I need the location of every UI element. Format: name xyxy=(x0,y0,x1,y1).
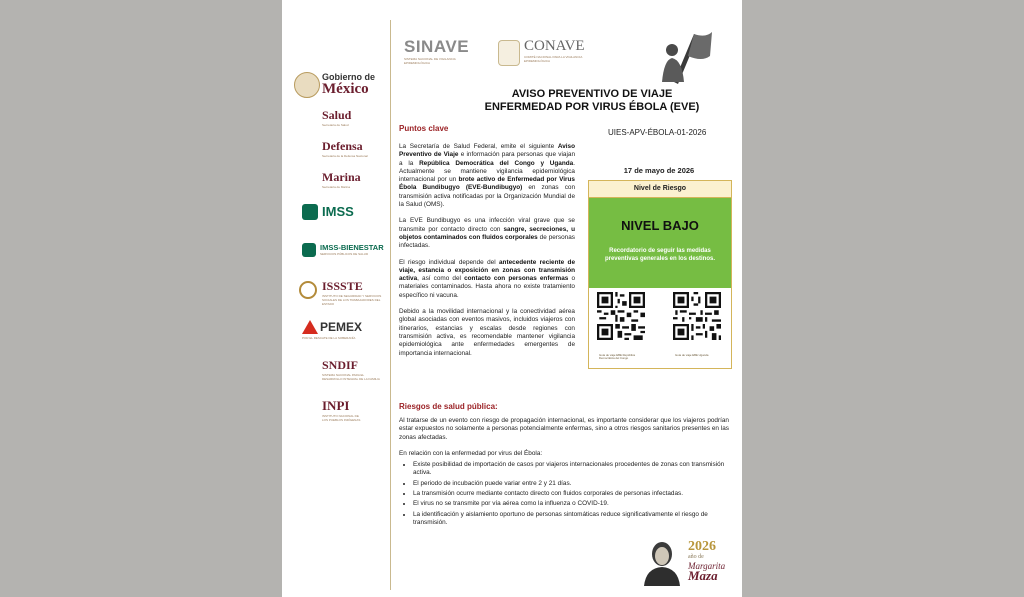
logo-sndif: SNDIF SISTEMA NACIONAL PARA EL DESARROLLO INTEGRAL DE LA FAMILIA xyxy=(322,358,380,381)
qr-codes-area xyxy=(588,288,732,369)
qr-code-congo[interactable] xyxy=(597,292,645,340)
key-points-paragraph-4: Debido a la movilidad internacional y la conectividad aérea global asociadas con eventos masivos, incluidos viajeros con itinerarios, estancias y escalas desde regiones con transmisión activa, es recomendable mantener vigilancia epidemiológica ante enfermedades emergentes de importancia internacional. xyxy=(399,308,575,357)
qr-uganda-caption: Guía de viaje EBE Uganda xyxy=(675,353,709,357)
risk-level-body xyxy=(589,198,731,290)
key-points-paragraph-3: El riesgo individual depende del antecedente reciente de viaje, estancia o exposición en zonas con transmisión activa, así como del contacto con personas enfermas o materiales contaminados. Hasta ahora no existe tratamiento específico ni vacuna. xyxy=(399,258,575,299)
list-item: • La transmisión ocurre mediante contacto directo con fluidos corporales de personas infectadas. xyxy=(413,490,729,498)
qr-code-uganda[interactable] xyxy=(673,292,721,340)
footer-year-badge: 2026 año de Margarita Maza xyxy=(688,539,726,583)
key-points-heading: Puntos clave xyxy=(399,124,449,133)
document-page xyxy=(282,0,742,597)
margarita-maza-portrait xyxy=(640,538,684,586)
sinave-logo: SINAVE SISTEMA NACIONAL DE VIGILANCIA EPIDEMIOLÓGICA xyxy=(404,37,470,65)
list-item: • El periodo de incubación puede variar entre 2 y 21 días. xyxy=(413,480,729,488)
qr-congo-caption: Guía de viaje EBE República Democrática del Congo xyxy=(599,353,636,361)
issste-icon xyxy=(299,281,317,299)
public-health-bullets xyxy=(399,461,729,527)
logo-gobierno: Gobierno de México xyxy=(322,72,376,97)
sidebar-divider xyxy=(390,20,391,590)
public-health-section xyxy=(399,402,729,529)
logo-pemex: PEMEX xyxy=(320,320,363,334)
document-code: UIES-APV-ÉBOLA-01-2026 xyxy=(608,128,707,137)
logo-marina: Marina Secretaría de Marina xyxy=(322,170,361,189)
risk-date: 17 de mayo de 2026 xyxy=(623,166,695,175)
logo-issste: ISSSTE INSTITUTO DE SEGURIDAD Y SERVICIOS SOCIALES DE LOS TRABAJADORES DEL ESTADO xyxy=(322,279,382,306)
risk-level-note: Recordatorio de seguir las medidas preventivas generales en los destinos. xyxy=(604,248,716,262)
list-item: • Existe posibilidad de importación de casos por viajeros internacionales procedentes de zonas con transmisión activa. xyxy=(413,461,729,478)
list-item: • La identificación y aislamiento oportuno de personas sintomáticas reduce significativamente el riesgo de transmisión. xyxy=(413,511,729,528)
list-item: • El virus no se transmite por vía aérea como la influenza o COVID-19. xyxy=(413,500,729,508)
public-health-heading: Riesgos de salud pública: xyxy=(399,402,498,411)
risk-level-panel xyxy=(588,180,732,291)
public-health-paragraph-2: En relación con la enfermedad por virus del Ébola: xyxy=(399,449,543,457)
key-points-paragraph-2: La EVE Bundibugyo es una infección viral grave que se transmite por contacto directo con sangre, secreciones, u objetos contaminados con fluidos corporales de personas infectadas. xyxy=(399,217,575,250)
logo-salud: Salud Secretaría de Salud xyxy=(322,108,352,127)
logo-imss-bienestar: IMSS-BIENESTAR SERVICIOS PÚBLICOS DE SALUD xyxy=(320,243,384,256)
public-health-paragraph-1: Al tratarse de un evento con riesgo de propagación internacional, es importante considerar que los viajeros podrían estar expuestos no solamente a personas potencialmente enfermas, sino a otros riesgos sanitarios presentes en las zonas afectadas. xyxy=(399,417,729,441)
logo-imss: IMSS xyxy=(322,204,354,219)
logo-inpi: INPI INSTITUTO NACIONAL DE LOS PUEBLOS INDÍGENAS xyxy=(322,398,361,422)
pemex-icon xyxy=(302,320,318,334)
conave-logo: CONAVE COMITÉ NACIONAL PARA LA VIGILANCIA EPIDEMIOLÓGICA xyxy=(524,38,585,63)
logo-defensa: Defensa Secretaría de la Defensa Nacional xyxy=(322,139,368,158)
imss-icon xyxy=(302,204,318,220)
document-title: AVISO PREVENTIVO DE VIAJE ENFERMEDAD POR VIRUS ÉBOLA (EVE) xyxy=(484,88,700,113)
risk-level-value: NIVEL BAJO xyxy=(621,218,699,233)
key-points-section xyxy=(399,124,575,358)
gobierno-emblem-icon xyxy=(294,72,320,98)
flag-illustration-icon xyxy=(654,28,714,84)
key-points-paragraph-1: La Secretaría de Salud Federal, emite el siguiente Aviso Preventivo de Viaje e información para personas que viajan a la República Democrática del Congo y Uganda. Actualmente se mantiene vigilancia epidemiológica internacional por un brote activo de Enfermedad por Virus Ébola Bundibugyo (EVE-Bundibugyo) en zonas con transmisión activa notificadas por la Organización Mundial de la Salud (OMS). xyxy=(399,143,575,209)
conave-emblem-icon xyxy=(498,40,520,66)
imss-bienestar-icon xyxy=(302,243,316,257)
pemex-tagline: POR EL RESCATE DE LA SOBERANÍA xyxy=(302,336,356,340)
risk-level-header: Nivel de Riesgo xyxy=(589,181,731,198)
